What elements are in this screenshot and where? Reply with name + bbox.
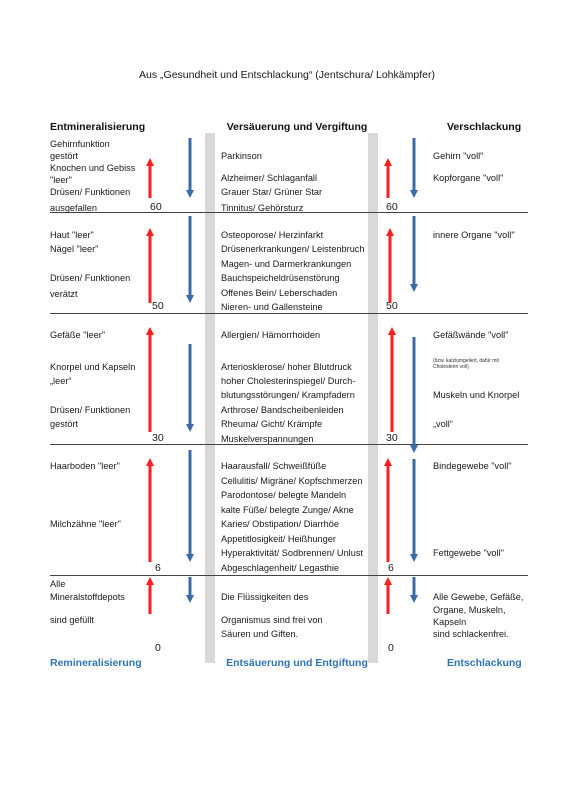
s3-mid-5: Rheuma/ Gicht/ Krämpfe (221, 419, 323, 429)
arrow-blue-left-3 (186, 344, 194, 432)
s5-right-0: Alle Gewebe, Gefäße, (433, 592, 524, 602)
s4-mid-5: Appetitlosigkeit/ Heißhunger (221, 534, 336, 544)
level-30-right: 30 (386, 432, 398, 444)
header-versaeuerung: Versäuerung und Vergiftung (226, 121, 368, 133)
s3-right-note-1: Cholesterin voll) (433, 364, 469, 370)
s3-mid-4: Arthrose/ Bandscheibenleiden (221, 405, 344, 415)
s2-mid-1: Drüsenerkrankungen/ Leistenbruch (221, 244, 365, 254)
s3-mid-6: Muskelverspannungen (221, 434, 314, 444)
level-0-left: 0 (155, 642, 161, 654)
s2-mid-2: Magen- und Darmerkrankungen (221, 259, 352, 269)
s1-left-0: Gehirnfunktion (50, 139, 110, 149)
s1-left-3: "leer" (50, 175, 72, 185)
level-0-right: 0 (388, 642, 394, 654)
s1-right-0: Gehirn "voll" (433, 151, 484, 161)
arrow-blue-right-1 (410, 138, 418, 198)
s5-mid-2: Säuren und Giften. (221, 629, 299, 639)
s4-mid-7: Abgeschlagenheit/ Legasthie (221, 563, 339, 573)
s3-right-2: „voll“ (433, 419, 453, 429)
arrow-blue-right-2 (410, 216, 418, 292)
s2-mid-3: Bauchspeicheldrüsenstörung (221, 273, 340, 283)
s3-mid-2: hoher Cholesterinspiegel/ Durch- (221, 376, 356, 386)
arrow-blue-left-5 (186, 577, 194, 603)
s1-left-1: gestört (50, 151, 79, 161)
s1-right-1: Kopforgane "voll" (433, 173, 504, 183)
s1-mid-2: Grauer Star/ Grüner Star (221, 187, 323, 197)
s3-right-note-0: (bzw. kalziumgeliert, dafür mit (433, 358, 499, 364)
s2-mid-5: Nieren- und Gallensteine (221, 302, 323, 312)
s4-right-0: Bindegewebe "voll" (433, 461, 512, 471)
s2-mid-4: Offenes Bein/ Leberschaden (221, 288, 338, 298)
s1-mid-3: Tinnitus/ Gehörsturz (221, 203, 304, 213)
level-30-left: 30 (152, 432, 164, 444)
arrow-red-right-3 (388, 327, 396, 432)
level-60-right: 60 (386, 201, 398, 213)
arrow-red-left-4 (146, 458, 154, 562)
s4-left-1: Milchzähne "leer" (50, 519, 121, 529)
s4-mid-1: Cellulitis/ Migräne/ Kopfschmerzen (221, 476, 363, 486)
s1-left-2: Knochen und Gebiss (50, 163, 136, 173)
arrow-blue-right-5 (410, 577, 418, 603)
s3-mid-0: Allergien/ Hämorrhoiden (221, 330, 321, 340)
s4-mid-3: kalte Füße/ belegte Zunge/ Akne (221, 505, 354, 515)
arrow-red-left-2 (146, 228, 154, 303)
arrow-red-right-4 (384, 458, 392, 562)
s5-left-1: Mineralstoffdepots (50, 592, 125, 602)
s1-left-5: ausgefallen (50, 203, 97, 213)
arrow-red-right-1 (384, 158, 392, 198)
arrow-blue-left-2 (186, 216, 194, 303)
arrow-red-right-2 (386, 228, 394, 303)
s2-left-2: Drüsen/ Funktionen (50, 273, 131, 283)
s1-mid-0: Parkinson (221, 151, 262, 161)
s3-left-2: „leer“ (50, 376, 72, 386)
page-title: Aus „Gesundheit und Entschlackung“ (Jentschura/ Lohkämpfer) (139, 69, 435, 81)
s3-left-1: Knorpel und Kapseln (50, 362, 136, 372)
level-50-right: 50 (386, 300, 398, 312)
arrow-blue-right-3 (410, 337, 418, 453)
s5-mid-1: Organismus sind frei von (221, 615, 323, 625)
arrow-blue-right-4 (410, 459, 418, 562)
arrow-red-right-5 (384, 577, 392, 614)
s3-right-0: Gefäßwände "voll" (433, 330, 509, 340)
level-60-left: 60 (150, 201, 162, 213)
footer-remineralisierung: Remineralisierung (50, 657, 142, 669)
s1-left-4: Drüsen/ Funktionen (50, 187, 131, 197)
s4-left-0: Haarboden "leer" (50, 461, 120, 471)
s5-right-1: Organe, Muskeln, (433, 605, 506, 615)
level-6-right: 6 (388, 562, 394, 574)
s2-left-1: Nägel "leer" (50, 244, 99, 254)
s4-right-1: Fettgewebe "voll" (433, 548, 504, 558)
s2-left-3: verätzt (50, 289, 78, 299)
s4-mid-0: Haarausfall/ Schweißfüße (221, 461, 327, 471)
s3-left-4: gestört (50, 419, 79, 429)
s5-right-3: sind schlackenfrei. (433, 629, 509, 639)
s2-left-0: Haut "leer" (50, 230, 94, 240)
s4-mid-4: Karies/ Obstipation/ Diarrhöe (221, 519, 339, 529)
s5-right-2: Kapseln (433, 617, 467, 627)
arrow-red-left-1 (146, 158, 154, 198)
header-entmineralisierung: Entmineralisierung (50, 121, 146, 133)
s3-mid-1: Arteriosklerose/ hoher Blutdruck (221, 362, 352, 372)
s4-mid-2: Parodontose/ belegte Mandeln (221, 490, 347, 500)
s3-left-0: Gefäße "leer" (50, 330, 106, 340)
s2-mid-0: Osteoporose/ Herzinfarkt (221, 230, 324, 240)
arrow-red-left-3 (146, 327, 154, 432)
arrow-blue-left-1 (186, 138, 194, 198)
arrow-blue-left-4 (186, 450, 194, 562)
s3-left-3: Drüsen/ Funktionen (50, 405, 131, 415)
footer-entschlackung: Entschlackung (447, 657, 522, 669)
s3-mid-3: blutungsstörungen/ Krampfadern (221, 390, 355, 400)
header-verschlackung: Verschlackung (447, 121, 522, 133)
s5-mid-0: Die Flüssigkeiten des (221, 592, 309, 602)
level-50-left: 50 (152, 300, 164, 312)
s1-mid-1: Alzheimer/ Schlaganfall (221, 173, 318, 183)
arrow-red-left-5 (146, 577, 154, 614)
level-6-left: 6 (155, 562, 161, 574)
footer-entsaeuerung: Entsäuerung und Entgiftung (226, 657, 368, 669)
s5-left-2: sind gefüllt (50, 615, 94, 625)
s2-right-0: innere Organe "voll" (433, 230, 515, 240)
s4-mid-6: Hyperaktivität/ Sodbrennen/ Unlust (221, 548, 363, 558)
s3-right-1: Muskeln und Knorpel (433, 390, 520, 400)
s5-left-0: Alle (50, 579, 66, 589)
